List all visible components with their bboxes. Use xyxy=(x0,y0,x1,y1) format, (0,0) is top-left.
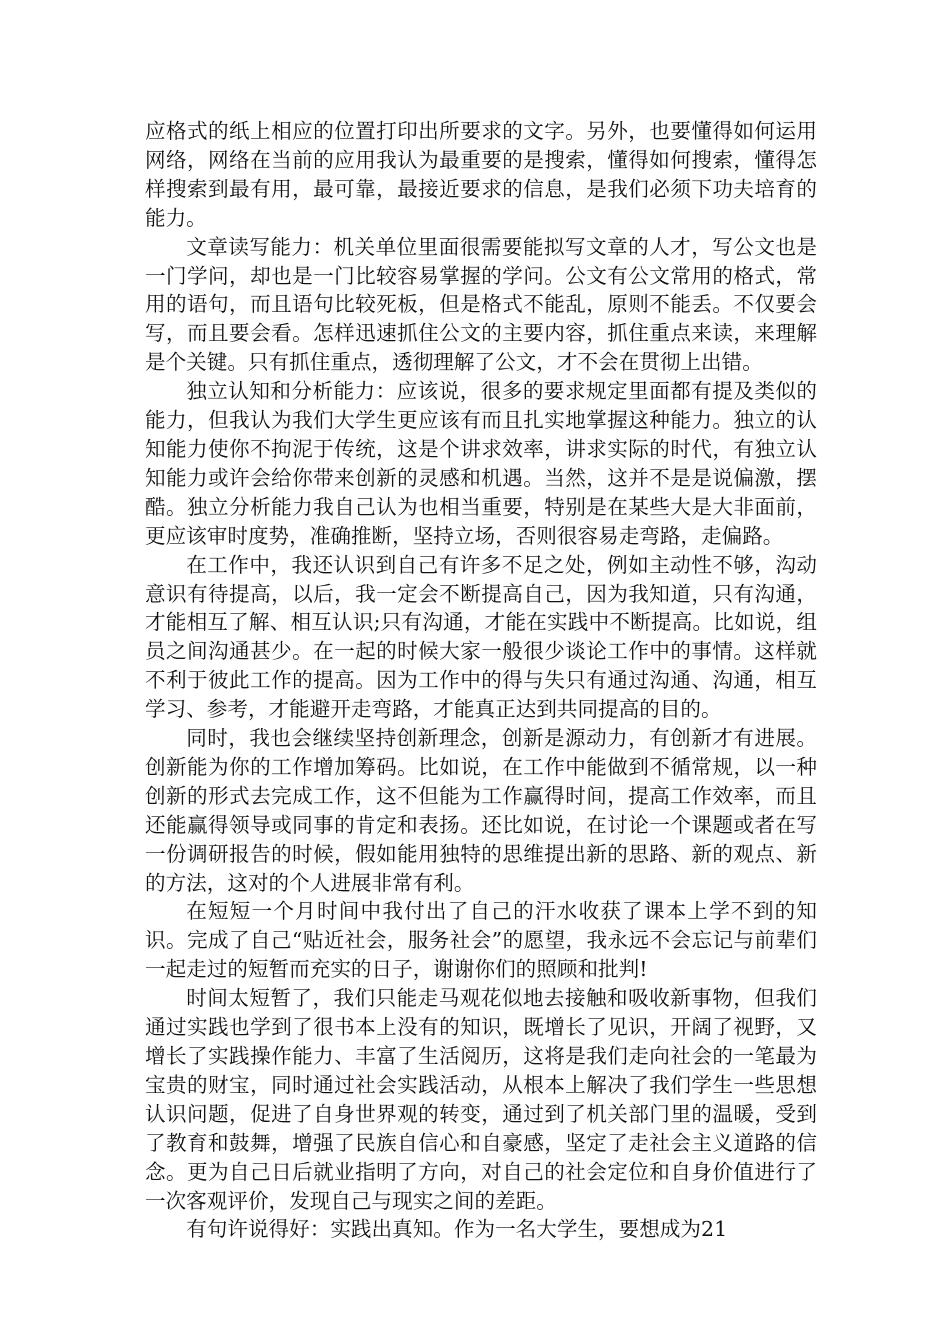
paragraph-innovation: 同时，我也会继续坚持创新理念，创新是源动力，有创新才有进展。创新能为你的工作增加筹码。比如说，在工作中能做到不循常规，以一种创新的形式去完成工作，这不但能为工作赢得时间，提高工作效率，而且还能赢得领导或同事的肯定和表扬。还比如说，在讨论一个课题或者在写一份调研报告的时候，假如能用独特的思维提出新的思路、新的观点、新的方法，这对的个人进展非常有利。 xyxy=(145,726,817,895)
paragraph-writing-ability: 文章读写能力：机关单位里面很需要能拟写文章的人才，写公文也是一门学问，却也是一门比较容易掌握的学问。公文有公文常用的格式，常用的语句，而且语句比较死板，但是格式不能乱，原则不能丢。不仅要会写，而且要会看。怎样迅速抓住公文的主要内容，抓住重点来读，来理解是个关键。只有抓住重点，透彻理解了公文，才不会在贯彻上出错。 xyxy=(145,234,817,375)
document-page xyxy=(145,117,817,1244)
paragraph-one-month: 在短短一个月时间中我付出了自己的汗水收获了课本上学不到的知识。完成了自己“贴近社会，服务社会”的愿望，我永远不会忘记与前辈们一起走过的短暂而充实的日子，谢谢你们的照顾和批判! xyxy=(145,899,817,982)
paragraph-continuation: 应格式的纸上相应的位置打印出所要求的文字。另外，也要懂得如何运用网络，网络在当前的应用我认为最重要的是搜索，懂得如何搜索，懂得怎样搜索到最有用，最可靠，最接近要求的信息，是我们必须下功夫培育的能力。 xyxy=(145,119,817,230)
paragraph-time-short: 时间太短暂了，我们只能走马观花似地去接触和吸收新事物，但我们通过实践也学到了很书本上没有的知识，既增长了见识，开阔了视野，又增长了实践操作能力、丰富了生活阅历，这将是我们走向社会的一笔最为宝贵的财宝，同时通过社会实践活动，从根本上解决了我们学生一些思想认识问题，促进了自身世界观的转变，通过到了机关部门里的温暖，受到了教育和鼓舞，增强了民族自信心和自豪感，坚定了走社会主义道路的信念。更为自己日后就业指明了方向，对自己的社会定位和自身价值进行了一次客观评价，发现自己与现实之间的差距。 xyxy=(145,986,817,1213)
paragraph-shortcomings: 在工作中，我还认识到自己有许多不足之处，例如主动性不够，沟动意识有待提高，以后，我一定会不断提高自己，因为我知道，只有沟通，才能相互了解、相互认识;只有沟通，才能在实践中不断提高。比如说，组员之间沟通甚少。在一起的时候大家一般很少谈论工作中的事情。这样就不利于彼此工作的提高。因为工作中的得与失只有通过沟通、沟通，相互学习、参考，才能避开走弯路，才能真正达到共同提高的目的。 xyxy=(145,552,817,722)
paragraph-independent-analysis: 独立认知和分析能力：应该说，很多的要求规定里面都有提及类似的能力，但我认为我们大学生更应该有而且扎实地掌握这种能力。独立的认知能力使你不拘泥于传统，这是个讲求效率，讲求实际的时代，有独立认知能力或许会给你带来创新的灵感和机遇。当然，这并不是是说偏激，摆酷。独立分析能力我自己认为也相当重要，特别是在某些大是大非面前，更应该审时度势，准确推断，坚持立场，否则很容易走弯路，走偏路。 xyxy=(145,379,817,548)
paragraph-practice-truth: 有句许说得好：实践出真知。作为一名大学生，要想成为21 xyxy=(186,1217,728,1242)
